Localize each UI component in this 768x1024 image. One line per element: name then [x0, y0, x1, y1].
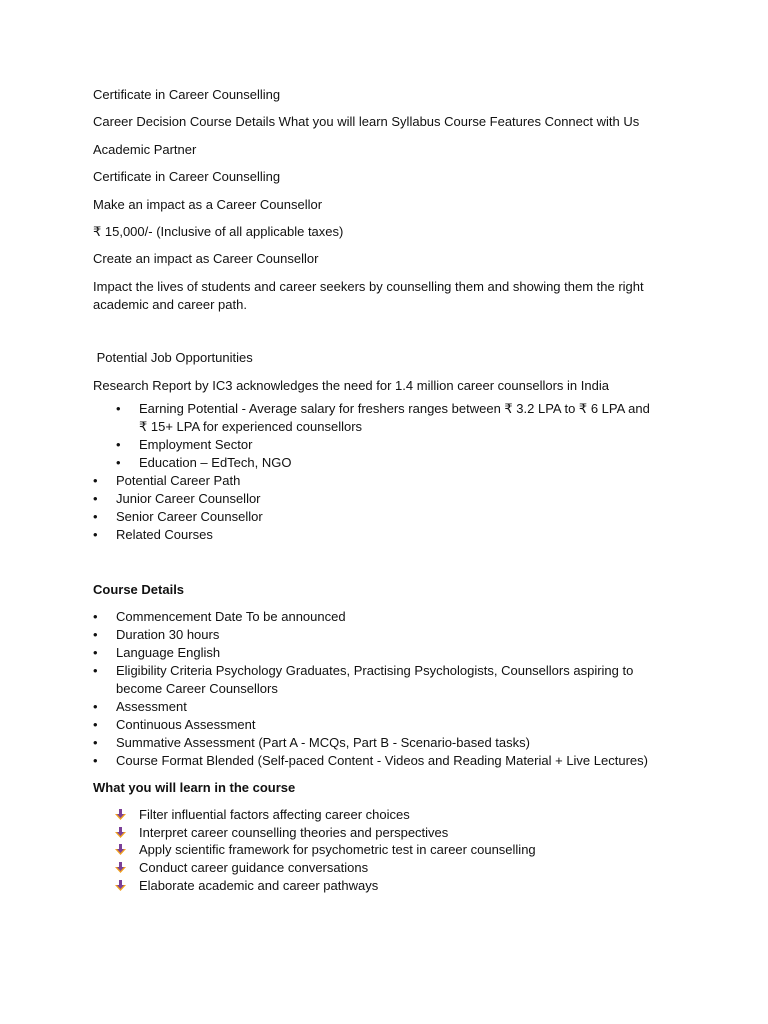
arrow-bullet-icon — [115, 880, 126, 891]
document-title: Certificate in Career Counselling — [93, 87, 281, 102]
arrow-bullet-icon — [115, 862, 126, 873]
bullet-icon: • — [116, 400, 121, 416]
course-title: Certificate in Career Counselling — [93, 169, 281, 185]
bullet-icon: • — [93, 508, 98, 524]
bullet-icon: • — [93, 752, 98, 768]
bullet-icon: • — [93, 716, 98, 732]
bullet-icon: • — [93, 734, 98, 750]
list-item: • Continuous Assessment — [93, 716, 256, 732]
document-page — [93, 86, 693, 894]
list-item: • Earning Potential - Average salary for freshers ranges between ₹ 3.2 LPA to ₹ 6 LPA and ₹ 15+ LPA for experienced counsellors — [116, 400, 650, 434]
price-text: ₹ 15,000/- (Inclusive of all applicable taxes) — [93, 223, 344, 239]
spacer — [93, 544, 693, 581]
list-item: Conduct career guidance conversations — [93, 859, 693, 877]
impact-tagline: Make an impact as a Career Counsellor — [93, 196, 323, 212]
list-item: • Summative Assessment (Part A - MCQs, Part B - Scenario-based tasks) — [93, 734, 530, 750]
bullet-icon: • — [116, 454, 121, 470]
learn-list — [93, 806, 693, 894]
bullet-icon: • — [93, 662, 98, 678]
opportunities-heading: Potential Job Opportunities — [93, 350, 253, 366]
opportunities-list — [93, 400, 693, 544]
bullet-icon: • — [93, 472, 98, 488]
list-item: • Duration 30 hours — [93, 626, 220, 642]
list-item: • Potential Career Path — [93, 472, 241, 488]
list-item: • Course Format Blended (Self-paced Content - Videos and Reading Material + Live Lectures) — [93, 752, 648, 768]
course-details-list — [93, 608, 693, 770]
nav-text: Career Decision Course Details What you will learn Syllabus Course Features Connect with Us — [93, 114, 640, 130]
bullet-icon: • — [116, 436, 121, 452]
learn-heading: What you will learn in the course — [93, 779, 296, 795]
list-item: Apply scientific framework for psychometric test in career counselling — [93, 841, 693, 859]
list-item: Elaborate academic and career pathways — [93, 877, 693, 895]
list-item: • Related Courses — [93, 526, 213, 542]
bullet-icon: • — [93, 526, 98, 542]
arrow-bullet-icon — [115, 809, 126, 820]
list-item: Filter influential factors affecting career choices — [93, 806, 693, 824]
bullet-icon: • — [93, 608, 98, 624]
create-impact-text: Create an impact as Career Counsellor — [93, 251, 319, 267]
research-text: Research Report by IC3 acknowledges the need for 1.4 million career counsellors in India — [93, 377, 609, 393]
list-item: • Junior Career Counsellor — [93, 490, 261, 506]
arrow-bullet-icon — [115, 827, 126, 838]
list-item: • Commencement Date To be announced — [93, 608, 346, 624]
list-item: • Senior Career Counsellor — [93, 508, 263, 524]
list-item: • Employment Sector — [116, 436, 253, 452]
list-item: Interpret career counselling theories and perspectives — [93, 824, 693, 842]
academic-partner-text: Academic Partner — [93, 141, 197, 157]
spacer — [93, 323, 693, 349]
list-item: • Language English — [93, 644, 221, 660]
bullet-icon: • — [93, 644, 98, 660]
course-details-heading: Course Details — [93, 581, 185, 597]
list-item: • Education – EdTech, NGO — [116, 454, 292, 470]
bullet-icon: • — [93, 698, 98, 714]
bullet-icon: • — [93, 490, 98, 506]
arrow-bullet-icon — [115, 844, 126, 855]
spacer — [93, 770, 693, 779]
bullet-icon: • — [93, 626, 98, 642]
list-item: • Assessment — [93, 698, 187, 714]
description-paragraph: Impact the lives of students and career seekers by counselling them and showing them the right academic and career path. — [93, 278, 644, 312]
list-item: • Eligibility Criteria Psychology Graduates, Practising Psychologists, Counsellors aspiring to become Career Counsellors — [93, 662, 634, 696]
